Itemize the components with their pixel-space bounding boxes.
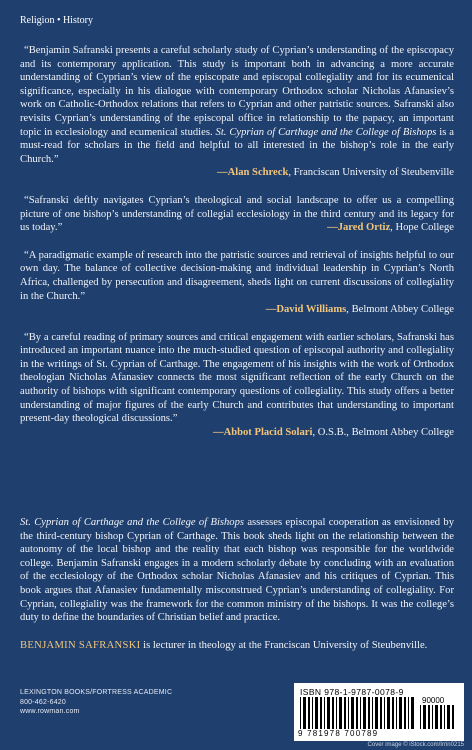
book-title: St. Cyprian of Carthage and the College of Bishops [20,517,245,528]
endorsements [20,44,454,439]
publisher-info [20,688,172,717]
barcode-bar [423,705,426,729]
barcode-bar [339,697,342,729]
barcode-bar [320,697,322,729]
isbn-number: ISBN 978-1-9787-0078-9 [300,687,404,697]
barcode-bar [300,697,301,729]
barcode-bar [351,697,354,729]
blurb-2-attribution [20,221,454,235]
blurb-4-text: “By a careful reading of primary sources and critical engagement with earlier scholars, Safranski has introduced an important nuance into the much-studied question of episcopal authority and collegiality in the writings of St. Cyprian of Carthage. The engagement of his insights with the work of Orthodox theologian Nicholas Afanasiev connects the most significant reflection of the early Church on the authority of bishops with significant contemporary questions of collegiality. This study offers a better understanding of major figures of the early Church and contributes that understanding to important present-day theological discussions.” [20,331,454,425]
barcode-bar [420,705,421,729]
barcode-bar [363,697,366,729]
barcode-bar [356,697,358,729]
barcode-bar [384,697,385,729]
barcode-bars [300,697,416,729]
barcode-bar [372,697,373,729]
barcode-bar [368,697,370,729]
barcode-bar [332,697,334,729]
barcode-bar [327,697,330,729]
blurb-3-text: “A paradigmatic example of research into the patristic sources and retrieval of insights helpful to our own day. The balance of collective decision-making and individual leadership in Cyprian’s North Africa, challenged by persecution and disagreement, sheds light on current discussions of collegiality in the Church.” [20,249,454,302]
barcode-bar [392,697,394,729]
barcode-bar [435,705,438,729]
blurb-1-affiliation: , Franciscan University of Steubenville [288,167,454,179]
blurb-1-attribution [20,166,454,180]
blurb-4-name: —Abbot Placid Solari [212,426,313,438]
book-description: St. Cyprian of Carthage and the College of Bishops assesses episcopal cooperation as envisioned by the third-century bishop Cyprian of Carthage. This book sheds light on the relationship between the autonomy of the local bishop and the reality that each bishop was responsible for the worldwide college. Benjamin Safranski engages in a modern scholarly debate by concluding with an evaluation of the ecclesiology of the Orthodox scholar Nicholas Afanasiev and his critiques of Cyprian. This book argues that Afanasiev fundamentally misconstrued Cyprian’s understanding of collegiality. For Cyprian, collegiality was the framework for the common ministry of the bishops. It was the college’s duty to define the boundaries of Christian belief and practice. [20,517,455,624]
barcode-bar [344,697,346,729]
barcode-bar [308,697,310,729]
cover-image-credit: Cover image © iStock.com/Irrin0215 [367,742,464,748]
isbn-barcode [294,683,464,741]
blurb-3-affiliation: , Belmont Abbey College [346,304,454,316]
barcode-bar [303,697,306,729]
barcode-bar [399,697,402,729]
author-name: BENJAMIN SAFRANSKI [20,640,141,651]
barcode-addon-bars [420,705,458,729]
barcode-bar [428,705,430,729]
blurb-2-affiliation: , Hope College [390,222,454,234]
publisher-url: www.rowman.com [20,708,80,715]
barcode-bar [336,697,337,729]
barcode-bar [432,705,433,729]
barcode-bar [315,697,318,729]
barcode-bar [447,705,450,729]
barcode-bar [380,697,382,729]
barcode-bar [312,697,313,729]
barcode-bar [440,705,442,729]
barcode-bar [324,697,325,729]
blurb-4-attribution [20,426,454,440]
barcode-digits: 9 781978 700789 [298,729,379,738]
blurb-2-name: —Jared Ortiz [327,222,391,234]
blurb-3-name: —David Williams [265,304,347,316]
author-bio: BENJAMIN SAFRANSKI is lecturer in theology at the Franciscan University of Steubenville. [20,640,428,651]
blurb-1-text: “Benjamin Safranski presents a careful scholarly study of Cyprian’s understanding of the episcopacy and its contemporary application. This study is important both in advancing a more accurate understanding of Cyprian’s view of the episcopate and episcopal collegiality and for its ecumenical significance, especially in his dialogue with contemporary Orthodox scholar Nicholas Afanasiev’s work on Catholic-Orthodox relations that refers to Cyprian and other patristic sources. Safranski also revisits Cyprian’s understanding of the episcopal office in relationship to the papacy, an important topic in ecclesiology and ecumenical studies. St. Cyprian of Carthage and the College of Bishops is a must-read for scholars in the field and helpful to all interested in the bishop’s role in the early Church.” [20,45,454,165]
publisher-phone: 800-462-6420 [20,698,66,706]
barcode-bar [348,697,349,729]
price-code: 90000 [422,696,445,705]
category-label: Religion • History [20,15,93,26]
barcode-bar [444,705,445,729]
barcode-bar [387,697,390,729]
barcode-bar [411,697,414,729]
barcode-bar [408,697,409,729]
barcode-bar [452,705,454,729]
publisher-name: LEXINGTON BOOKS/FORTRESS ACADEMIC [20,689,173,696]
barcode-bar [396,697,397,729]
barcode-bar [360,697,361,729]
barcode-bar [404,697,406,729]
blurb-1-name: —Alan Schreck [217,167,289,179]
blurb-3-attribution [20,303,454,317]
barcode-bar [375,697,378,729]
blurb-4-affiliation: , O.S.B., Belmont Abbey College [312,426,454,438]
blurb-2-text: “Safranski deftly navigates Cyprian’s theological and social landscape to offer us a compelling picture of one bishop’s understanding of collegial ecclesiology in the third century and its legacy for us today.” [20,194,454,234]
